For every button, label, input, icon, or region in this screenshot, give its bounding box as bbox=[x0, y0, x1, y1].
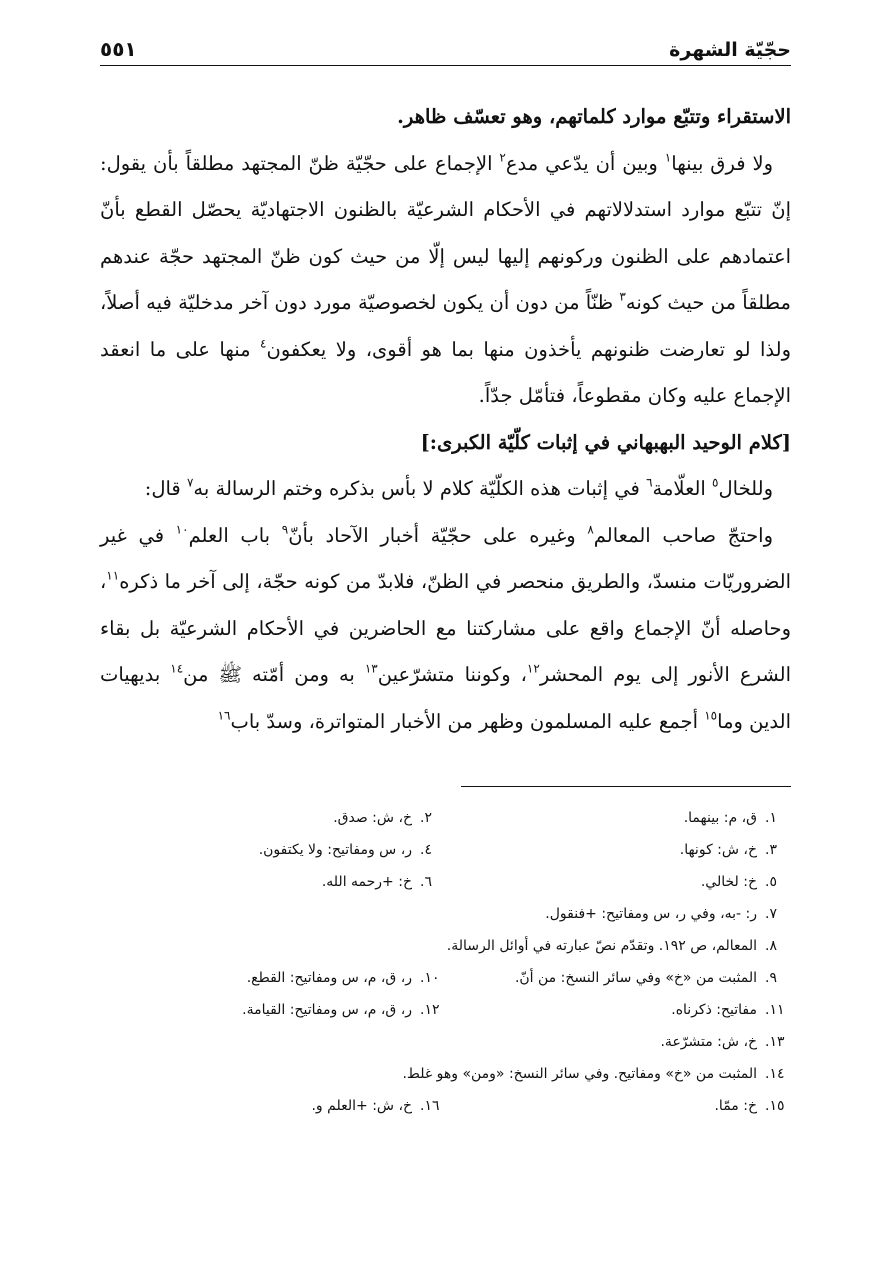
footnote-5 bbox=[446, 866, 791, 898]
footnote-divider bbox=[461, 786, 791, 787]
footnote-number: ٦. bbox=[420, 874, 432, 890]
footnote-ref[interactable]: ١٥ bbox=[704, 708, 718, 723]
footnote-number: ٤. bbox=[420, 842, 432, 858]
footnote-text: ر، س ومفاتيح: ولا يكتفون. bbox=[258, 842, 412, 858]
footnote-11 bbox=[446, 994, 791, 1026]
footnote-9 bbox=[446, 962, 791, 994]
footnote-text: خ، ش: متشرّعة. bbox=[660, 1034, 757, 1050]
footnote-number: ٥. bbox=[765, 874, 777, 890]
footnote-ref[interactable]: ١٢ bbox=[526, 661, 540, 676]
text-run: العلّامة bbox=[652, 477, 713, 500]
footnote-text: ر: -به، وفي ر، س ومفاتيح: +فنقول. bbox=[545, 906, 757, 922]
footnote-ref[interactable]: ١١ bbox=[106, 568, 120, 583]
footnote-8 bbox=[447, 930, 791, 962]
footnote-ref[interactable]: ١ bbox=[664, 150, 672, 165]
footnote-ref[interactable]: ١٠ bbox=[175, 522, 189, 537]
footnote-number: ٣. bbox=[765, 842, 777, 858]
footnote-row bbox=[100, 898, 791, 930]
footnote-10 bbox=[101, 962, 446, 994]
footnote-number: ٢. bbox=[420, 810, 432, 826]
footnote-ref[interactable]: ٤ bbox=[260, 336, 267, 351]
text-run: وللخال bbox=[718, 477, 773, 500]
footnote-ref[interactable]: ٣ bbox=[619, 289, 626, 304]
footnote-number: ١. bbox=[765, 810, 777, 826]
footnote-1 bbox=[446, 802, 791, 834]
footnotes bbox=[100, 802, 791, 1122]
footnote-text: خ، ش: كونها. bbox=[679, 842, 757, 858]
paragraph-2 bbox=[100, 141, 791, 420]
text-run: الإجماع على حجّيّة ظنّ المجتهد مطلقاً بأن يقول: إنّ تتبّع موارد استدلالاتهم في الأحكام الشرعيّة بالظنون الاجتهاديّة يحصّل القطع بأنّ اعتمادهم على الظنون وركونهم إليها ليس إلّا من حيث كون ظنّ المجتهد حجّة عندهم مطلقاً من حيث كونه bbox=[100, 151, 791, 314]
main-text bbox=[100, 94, 791, 745]
footnote-text: خ: ممّا. bbox=[714, 1098, 757, 1114]
footnote-number: ١٦. bbox=[420, 1098, 440, 1114]
running-title: حجّيّة الشهرة bbox=[669, 39, 791, 61]
footnote-row bbox=[100, 1058, 791, 1090]
footnote-row bbox=[100, 834, 791, 866]
text-run: ، وكوننا متشرّعين bbox=[377, 663, 527, 686]
footnote-text: خ، ش: صدق. bbox=[333, 810, 412, 826]
text-run: أجمع عليه المسلمون وظهر من الأخبار المتواترة، وسدّ باب bbox=[230, 709, 705, 733]
text-run: به ومن أمّته ﷺ من bbox=[183, 663, 365, 686]
footnote-14 bbox=[402, 1058, 791, 1090]
paragraph-4 bbox=[100, 513, 791, 746]
text-run: واحتجّ صاحب المعالم bbox=[593, 523, 773, 547]
footnote-number: ١١. bbox=[765, 1002, 785, 1018]
footnote-text: ق، م: بينهما. bbox=[683, 810, 757, 826]
footnote-number: ٧. bbox=[765, 906, 777, 922]
footnote-2 bbox=[101, 802, 446, 834]
footnote-text: خ، ش: +العلم و. bbox=[311, 1098, 412, 1114]
footnote-ref[interactable]: ١٦ bbox=[217, 708, 231, 723]
footnote-ref[interactable]: ١٤ bbox=[170, 661, 184, 676]
text-run: باب العلم bbox=[188, 523, 282, 547]
footnote-text: ر، ق، م، س ومفاتيح: القطع. bbox=[246, 970, 412, 986]
footnote-text: المعالم، ص ١٩٢. وتقدّم نصّ عبارته في أوائل الرسالة. bbox=[446, 938, 757, 954]
footnote-row bbox=[100, 1090, 791, 1122]
text-run: بديهيات الدين وما bbox=[100, 663, 791, 733]
footnote-ref[interactable]: ١٣ bbox=[364, 661, 378, 676]
section-heading: [كلام الوحيد البهبهاني في إثبات كلّيّة الكبرى:] bbox=[420, 430, 791, 454]
footnote-ref[interactable]: ٩ bbox=[281, 522, 289, 537]
footnote-row bbox=[100, 802, 791, 834]
footnote-row bbox=[100, 930, 791, 962]
text-run: ، وحاصله أنّ الإجماع واقع على مشاركتنا مع الحاضرين في الأحكام الشرعيّة بل بقاء الشرع الأنور إلى يوم المحشر bbox=[100, 570, 791, 686]
text-run: في إثبات هذه الكلّيّة كلام لا بأس بذكره وختم الرسالة به bbox=[193, 477, 647, 500]
footnote-number: ١٥. bbox=[765, 1098, 785, 1114]
text-run: ظنّاً من دون أن يكون لخصوصيّة مورد دون آخر مدخليّة فيه أصلاً، ولذا لو تعارضت ظنونهم يأخذون منها بما هو أقوى، ولا يعكفون bbox=[100, 291, 791, 361]
page-header bbox=[100, 30, 791, 66]
footnote-ref[interactable]: ٦ bbox=[646, 475, 653, 490]
footnote-15 bbox=[446, 1090, 791, 1122]
footnote-number: ١٢. bbox=[420, 1002, 440, 1018]
footnote-6 bbox=[101, 866, 446, 898]
footnote-number: ٩. bbox=[765, 970, 777, 986]
footnote-number: ٨. bbox=[765, 938, 777, 954]
footnote-text: خ: لخالي. bbox=[700, 874, 757, 890]
text-run: في غير الضروريّات منسدّ، والطريق منحصر في الظنّ، فلابدّ من كونه حجّة، إلى آخر ما ذكره bbox=[100, 523, 791, 593]
footnote-number: ١٤. bbox=[765, 1066, 785, 1082]
footnote-row bbox=[100, 994, 791, 1026]
footnote-number: ١٣. bbox=[765, 1034, 785, 1050]
footnote-13 bbox=[660, 1026, 791, 1058]
footnote-3 bbox=[446, 834, 791, 866]
footnote-4 bbox=[101, 834, 446, 866]
text-run: منها على ما انعقد الإجماع عليه وكان مقطوعاً، فتأمّل جدّاً. bbox=[100, 337, 791, 407]
paragraph-3 bbox=[100, 466, 791, 513]
footnote-text: المثبت من «خ» وفي سائر النسخ: من أنّ. bbox=[514, 970, 757, 986]
text-run: وبين أن يدّعي مدع bbox=[505, 151, 665, 175]
footnote-text: المثبت من «خ» ومفاتيح. وفي سائر النسخ: «ومن» وهو غلط. bbox=[402, 1066, 757, 1082]
footnote-12 bbox=[101, 994, 446, 1026]
text-run: وغيره على حجّيّة أخبار الآحاد بأنّ bbox=[288, 523, 588, 547]
text-run: ولا فرق بينها bbox=[671, 151, 773, 175]
footnote-text: مفاتيح: ذكرناه. bbox=[671, 1002, 757, 1018]
page-number: ٥٥١ bbox=[100, 37, 137, 61]
footnote-row bbox=[100, 1026, 791, 1058]
footnote-ref[interactable]: ٨ bbox=[587, 522, 594, 537]
footnote-ref[interactable]: ٧ bbox=[186, 475, 194, 490]
paragraph-1: الاستقراء وتتبّع موارد كلماتهم، وهو تعسّف ظاهر. bbox=[397, 105, 791, 128]
footnote-text: ر، ق، م، س ومفاتيح: القيامة. bbox=[242, 1002, 412, 1018]
footnote-number: ١٠. bbox=[420, 970, 440, 986]
footnote-16 bbox=[101, 1090, 446, 1122]
footnote-ref[interactable]: ٥ bbox=[712, 475, 719, 490]
footnote-ref[interactable]: ٢ bbox=[499, 150, 506, 165]
footnote-row bbox=[100, 866, 791, 898]
footnote-7 bbox=[545, 898, 791, 930]
text-run: قال: bbox=[144, 477, 187, 500]
footnote-text: خ: +رحمه الله. bbox=[321, 874, 412, 890]
footnote-row bbox=[100, 962, 791, 994]
